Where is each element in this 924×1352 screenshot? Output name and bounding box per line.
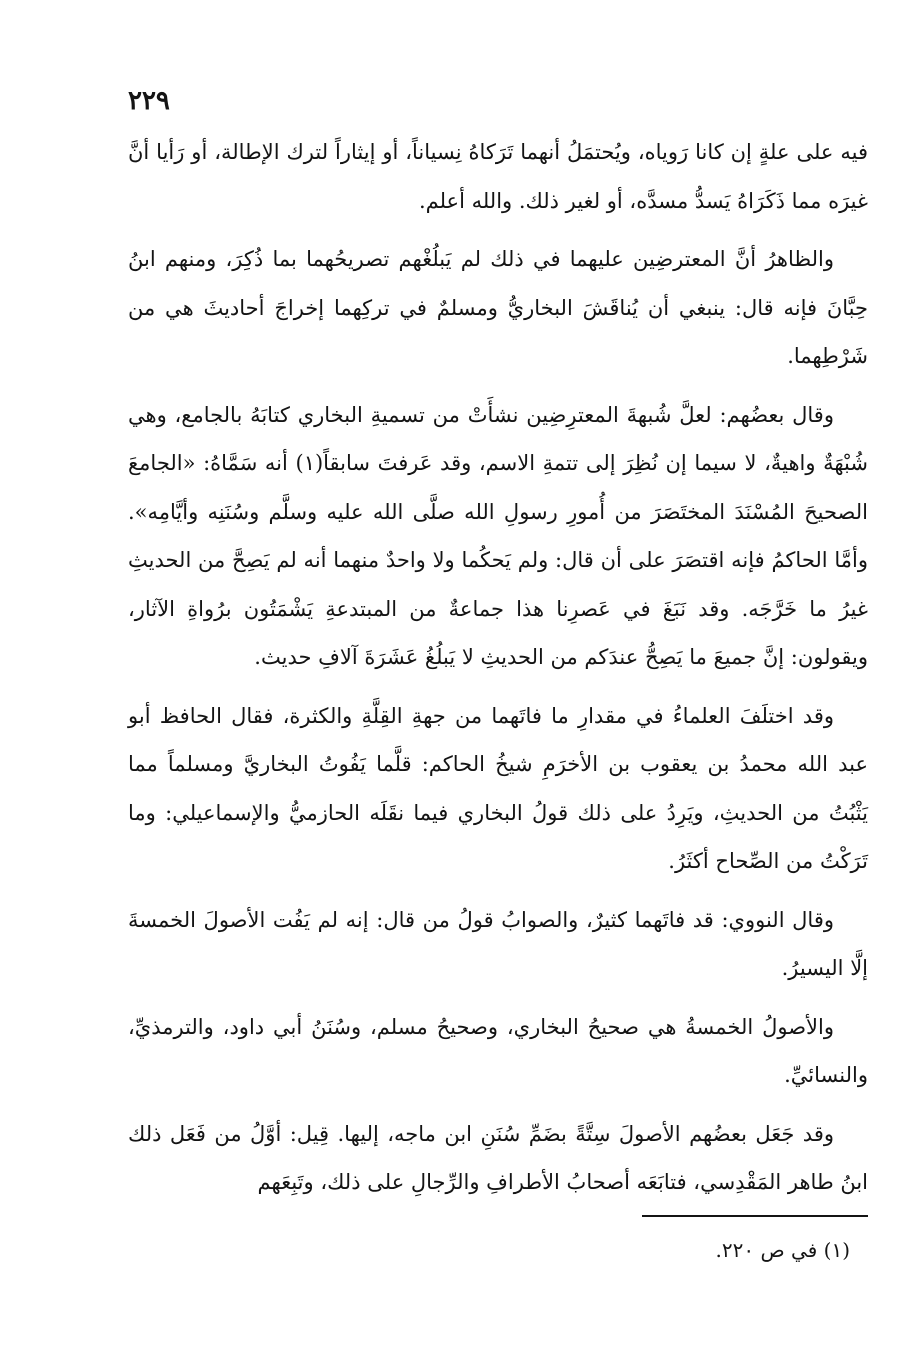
paragraph-2: والظاهرُ أنَّ المعترضِين عليهما في ذلك لم يَبلُغْهم تصريحُهما بما ذُكِرَ، ومنهم ابنُ حِبَّانَ فإنه قال: ينبغي أن يُناقَشَ البخاريُّ ومسلمٌ في تركِهما إخراجَ أحاديثَ هي من شَرْطِهما.	[128, 247, 868, 368]
paragraph-4: وقد اختلَفَ العلماءُ في مقدارِ ما فاتَهما من جهةِ القِلَّةِ والكثرة، فقال الحافظ أبو عبد الله محمدُ بن يعقوب بن الأخرَمِ شيخُ الحاكم: قلَّما يَفُوتُ البخاريَّ ومسلماً مما يَثْبُتُ من الحديثِ، ويَرِدُ على ذلك قولُ البخاري فيما نقَلَه الحازميُّ والإسماعيلي: وما تَرَكْتُ من الصِّحاح أكثَرُ.	[128, 703, 868, 873]
footnote-divider	[642, 1215, 868, 1217]
paragraph-7: وقد جَعَل بعضُهم الأصولَ سِتَّةً بضَمِّ سُنَنِ ابن ماجه، إليها. قِيل: أوَّلُ من فَعَل ذلك ابنُ طاهر المَقْدِسي، فتابَعَه أصحابُ الأطرافِ والرِّجالِ على ذلك، وتَبِعَهم	[128, 1121, 868, 1194]
paragraph-1: فيه على علةٍ إن كانا رَوياه، ويُحتمَلُ أنهما تَرَكاهُ نِسياناً، أو إيثاراً لترك الإطالة، أو رَأيا أنَّ غيرَه مما ذَكَرَاهُ يَسدُّ مسدَّه، أو لغير ذلك. والله أعلم.	[128, 140, 868, 213]
body-text	[128, 128, 868, 1217]
page-number: ٢٢٩	[128, 86, 170, 116]
paragraph-6: والأصولُ الخمسةُ هي صحيحُ البخاري، وصحيحُ مسلم، وسُنَنُ أبي داود، والترمذيِّ، والنسائيِّ.	[128, 1014, 868, 1087]
footnote: (١) في ص ٢٢٠.	[715, 1238, 850, 1262]
paragraph-3: وقال بعضُهم: لعلَّ شُبهةَ المعترِضِين نشأَتْ من تسميةِ البخاري كتابَهُ بالجامع، وهي شُبْهَةٌ واهيةٌ، لا سيما إن نُظِرَ إلى تتمةِ الاسم، وقد عَرفتَ سابقاً(١) أنه سَمَّاهُ: «الجامعَ الصحيحَ المُسْنَدَ المختَصَرَ من أُمورِ رسولِ الله صلَّى الله عليه وسلَّم وسُنَنِه وأيَّامِه». وأمَّا الحاكمُ فإنه اقتصَرَ على أن قال: ولم يَحكُما ولا واحدٌ منهما أنه لم يَصِحَّ من الحديثِ غيرُ ما خَرَّجَه. وقد نَبَغَ في عَصرِنا هذا جماعةٌ من المبتدعةِ يَشْمَتُون برُواةِ الآثار، ويقولون: إنَّ جميعَ ما يَصِحُّ عندَكم من الحديثِ لا يَبلُغُ عَشَرَةَ آلافِ حديث.	[128, 402, 868, 669]
paragraph-5: وقال النووي: قد فاتَهما كثيرٌ، والصوابُ قولُ من قال: إنه لم يَفُت الأصولَ الخمسةَ إلَّا اليسيرُ.	[128, 907, 868, 980]
